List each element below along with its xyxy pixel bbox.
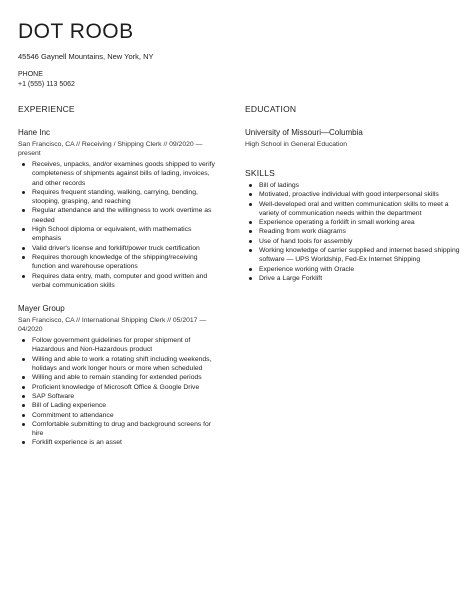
job-bullet: Valid driver's license and forklift/power truck certification — [18, 244, 218, 253]
job-bullet: Commitment to attendance — [18, 411, 218, 420]
skills-heading: SKILLS — [245, 168, 276, 178]
job-bullet: Requires thorough knowledge of the shipping/receiving function and warehouse operations — [18, 253, 218, 272]
skill-item: Motivated, proactive individual with good interpersonal skills — [245, 190, 460, 199]
school-name: University of Missouri—Columbia — [245, 128, 363, 137]
job-entry — [18, 304, 218, 448]
candidate-name: DOT ROOB — [18, 20, 134, 43]
education-entry — [245, 128, 460, 149]
skill-item: Well-developed oral and written communication skills to meet a variety of communication needs within the department — [245, 200, 460, 219]
job-bullet: High School diploma or equivalent, with mathematics emphasis — [18, 225, 218, 244]
job-bullet: Bill of Lading experience — [18, 401, 218, 410]
experience-section — [18, 104, 218, 448]
skill-item: Drive a Large Forklift — [245, 274, 460, 283]
job-bullets — [18, 160, 218, 290]
job-bullet: Proficient knowledge of Microsoft Office & Google Drive — [18, 383, 218, 392]
skill-item: Bill of ladings — [245, 181, 460, 190]
job-bullets — [18, 336, 218, 448]
phone-number: +1 (555) 113 5062 — [18, 81, 75, 88]
education-heading: EDUCATION — [245, 104, 297, 114]
skill-item: Experience working with Oracle — [245, 265, 460, 274]
job-bullet: Regular attendance and the willingness to work overtime as needed — [18, 206, 218, 225]
skill-item: Use of hand tools for assembly — [245, 237, 460, 246]
job-company: Mayer Group — [18, 304, 65, 314]
job-bullet: Comfortable submitting to drug and background screens for hire — [18, 420, 218, 439]
job-meta: San Francisco, CA // International Shipping Clerk // 05/2017 — 04/2020 — [18, 317, 207, 334]
job-bullet: Requires frequent standing, walking, carrying, bending, stooping, grasping, and reaching — [18, 188, 218, 207]
job-bullet: Receives, unpacks, and/or examines goods shipped to verify completeness of shipments against bills of lading, invoices, and other records — [18, 160, 218, 188]
job-bullet: Requires data entry, math, computer and good written and verbal communication skills — [18, 272, 218, 291]
phone-label: PHONE — [18, 71, 43, 78]
skills-list — [245, 181, 460, 283]
sidebar-column — [245, 104, 460, 283]
degree-name: High School in General Education — [245, 141, 348, 148]
skill-item: Reading from work diagrams — [245, 227, 460, 236]
job-bullet: Follow government guidelines for proper shipment of Hazardous and Non-Hazardous product — [18, 336, 218, 355]
job-bullet: Willing and able to remain standing for extended periods — [18, 373, 218, 382]
job-company: Hane Inc — [18, 128, 51, 137]
experience-heading: EXPERIENCE — [18, 104, 75, 114]
job-meta: San Francisco, CA // Receiving / Shipping Clerk // 09/2020 — present — [18, 141, 203, 157]
job-bullet: SAP Software — [18, 392, 218, 401]
candidate-address: 45546 Gaynell Mountains, New York, NY — [18, 52, 154, 61]
skill-item: Working knowledge of carrier supplied and internet based shipping software — UPS Worldship, Fed-Ex Internet Shipping — [245, 246, 460, 265]
job-bullet: Forklift experience is an asset — [18, 438, 218, 447]
job-bullet: Willing and able to work a rotating shift including weekends, holidays and work longer hours or more when scheduled — [18, 355, 218, 374]
job-entry — [18, 128, 218, 290]
skill-item: Experience operating a forklift in small working area — [245, 218, 460, 227]
